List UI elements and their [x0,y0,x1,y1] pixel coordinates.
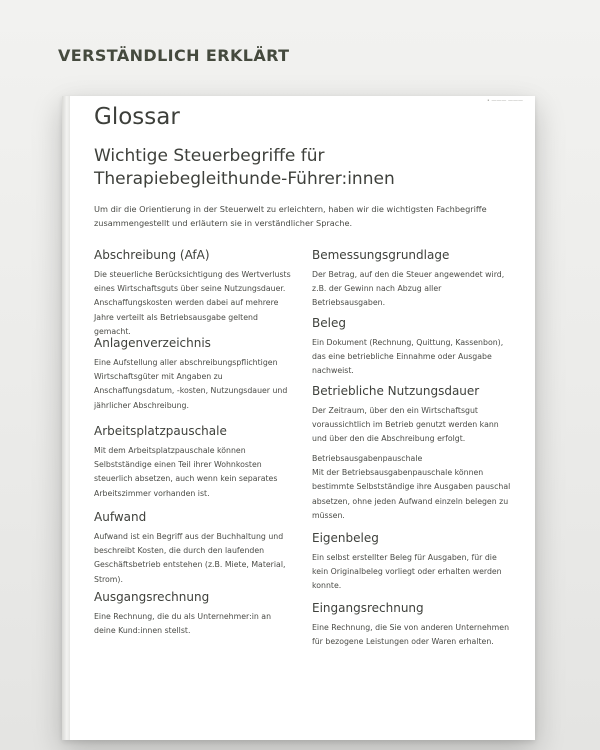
intro-text: Um dir die Orientierung in der Steuerwelt zu erleichtern, haben wir die wichtigsten Fachbegriffe zusammengestellt und erläutern sie in verständlicher Sprache. [94,204,487,228]
glossary-entry [312,529,512,599]
glossary-definition: Die steuerliche Berücksichtigung des Wertverlusts eines Wirtschaftsguts über seine Nutzungsdauer. Anschaffungskosten werden dabei auf mehrere Jahre verteilt als Betriebsausgabe geltend gemacht. [94,270,291,336]
glossary-term: Abschreibung (AfA) [94,248,210,262]
glossary-term: Betriebliche Nutzungsdauer [312,384,480,398]
page-spine [62,96,70,740]
glossary-entry [94,422,294,508]
glossary-term: Ausgangsrechnung [94,590,210,604]
page-subtitle: Wichtige Steuerbegriffe für Therapiebegleithunde-Führer:innen [94,146,395,189]
glossary-definition: Eine Aufstellung aller abschreibungspflichtigen Wirtschaftsgüter mit Angaben zu Anschaffungsdatum, -kosten, Nutzungsdauer und jährlicher Abschreibung. [94,358,288,410]
glossary-entry [94,508,294,588]
glossary-definition: Mit der Betriebsausgabenpauschale können bestimmte Selbstständige ihre Ausgaben pauschal absetzen, ohne jeden Aufwand einzeln belegen zu müssen. [312,468,511,520]
glossary-definition: Der Betrag, auf den die Steuer angewendet wird, z.B. der Gewinn nach Abzug aller Betriebsausgaben. [312,270,505,308]
glossary-term: Bemessungsgrundlage [312,248,450,262]
glossary-term: Eigenbeleg [312,531,379,545]
glossary-term: Eingangsrechnung [312,601,424,615]
glossary-entry [312,382,512,452]
document-page [62,96,535,740]
glossary-term: Beleg [312,316,346,330]
glossary-definition: Ein Dokument (Rechnung, Quittung, Kassenbon), das eine betriebliche Einnahme oder Ausgabe nachweist. [312,338,504,376]
glossary-term-inline: Betriebsausgabenpauschale [312,454,423,463]
glossary-definition: Mit dem Arbeitsplatzpauschale können Selbstständige einen Teil ihrer Wohnkosten steuerlich absetzen, auch wenn kein separates Arbeitszimmer vorhanden ist. [94,446,278,498]
page-title: Glossar [94,104,180,130]
glossary-entry [312,246,512,314]
glossary-definition: Ein selbst erstellter Beleg für Ausgaben, für die kein Originalbeleg vorliegt oder erhalten werden konnte. [312,553,502,591]
glossary-entry [312,314,512,382]
glossary-definition: Eine Rechnung, die du als Unternehmer:in an deine Kund:innen stellst. [94,612,272,636]
glossary-term: Aufwand [94,510,147,524]
glossary-term: Arbeitsplatzpauschale [94,424,227,438]
glossary-column-right [312,246,512,649]
glossary-definition: Der Zeitraum, über den ein Wirtschaftsgut voraussichtlich im Betrieb genutzt werden kann und über den die Abschreibung erfolgt. [312,406,499,444]
glossary-entry [94,588,294,638]
section-kicker: VERSTÄNDLICH ERKLÄRT [58,46,290,65]
glossary-entry [312,599,512,649]
glossary-entry [94,246,294,334]
glossary-entry [94,334,294,422]
corner-mark: • ——— ——— [486,98,523,104]
glossary-definition: Eine Rechnung, die Sie von anderen Unternehmen für bezogene Leistungen oder Waren erhalten. [312,623,510,647]
glossary-entry [312,452,512,529]
glossary-definition: Aufwand ist ein Begriff aus der Buchhaltung und beschreibt Kosten, die durch den laufenden Geschäftsbetrieb entstehen (z.B. Miete, Material, Strom). [94,532,286,584]
glossary-term: Anlagenverzeichnis [94,336,211,350]
glossary-column-left [94,246,294,638]
